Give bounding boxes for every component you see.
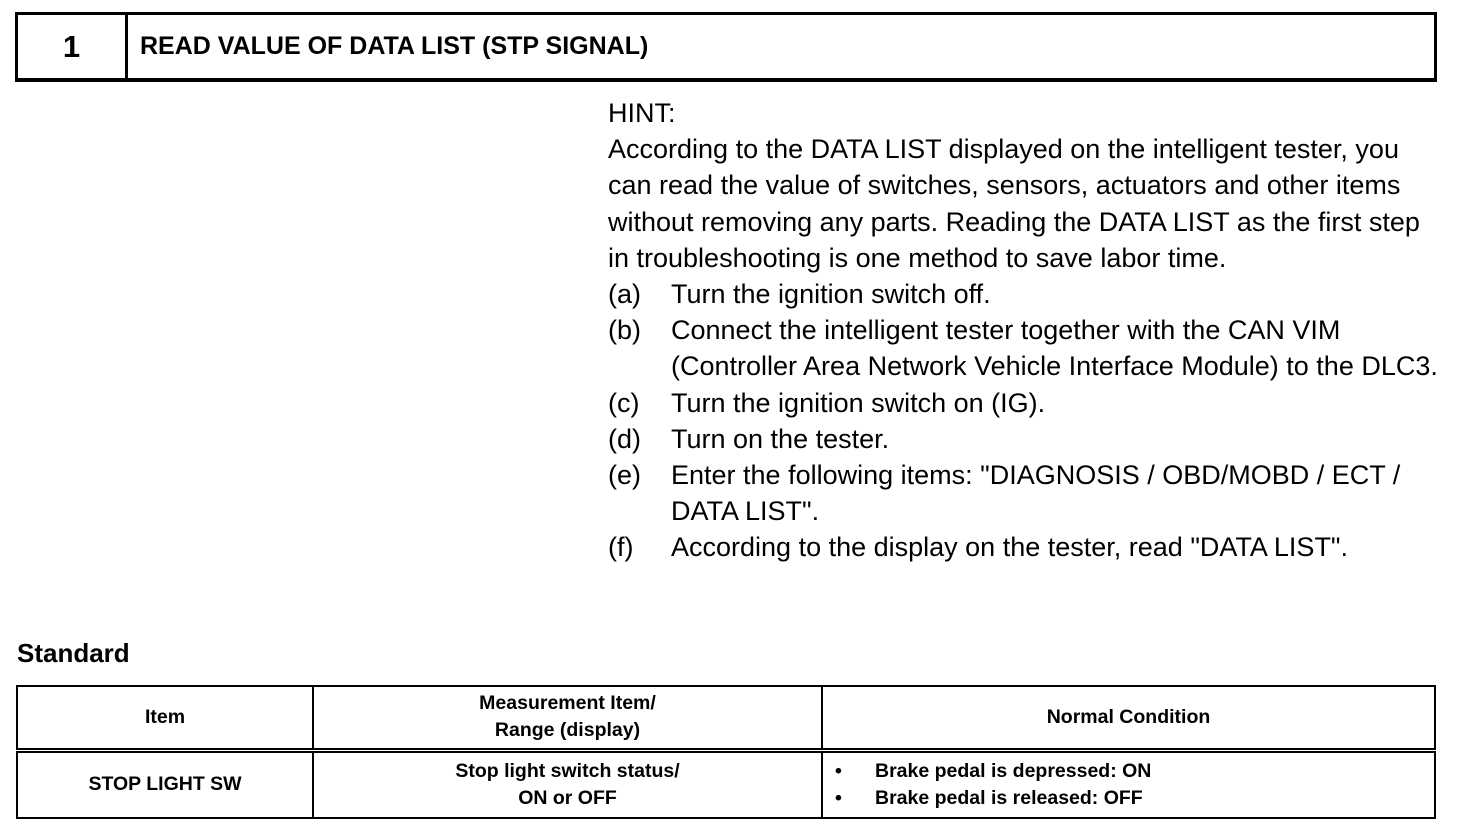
hint-heading: HINT: bbox=[608, 98, 676, 128]
cell-item: STOP LIGHT SW bbox=[17, 750, 313, 818]
bullet-icon: • bbox=[835, 759, 842, 782]
header-item: Item bbox=[17, 686, 313, 750]
table-header-row bbox=[17, 686, 1435, 750]
header-measurement-line2: Range (display) bbox=[494, 719, 641, 742]
header-condition: Normal Condition bbox=[822, 686, 1435, 750]
cell-condition bbox=[822, 750, 1435, 818]
cell-measurement-line2: ON or OFF bbox=[518, 786, 617, 809]
hint-block bbox=[608, 95, 1448, 566]
condition-item bbox=[835, 758, 1434, 785]
step-text: According to the display on the tester, read "DATA LIST". bbox=[671, 532, 1349, 563]
header-measurement-line1: Measurement Item/ bbox=[479, 692, 656, 715]
step-label: (b) bbox=[608, 315, 641, 346]
step-title: READ VALUE OF DATA LIST (STP SIGNAL) bbox=[140, 32, 649, 60]
step-text: Turn the ignition switch off. bbox=[671, 279, 991, 310]
procedure-step bbox=[608, 421, 1448, 457]
step-label: (e) bbox=[608, 460, 641, 491]
condition-item bbox=[835, 785, 1434, 812]
step-header bbox=[15, 12, 1437, 82]
cell-measurement-line1: Stop light switch status/ bbox=[455, 759, 680, 782]
procedure-step bbox=[608, 385, 1448, 421]
step-text: Connect the intelligent tester together with the CAN VIM (Controller Area Network Vehicle Interface Module) to the DLC3. bbox=[671, 315, 1438, 382]
procedure-step bbox=[608, 276, 1448, 312]
procedure-steps bbox=[608, 276, 1448, 566]
step-label: (f) bbox=[608, 532, 634, 563]
hint-paragraph: According to the DATA LIST displayed on the intelligent tester, you can read the value of switches, sensors, actuators and other items without removing any parts. Reading the DATA LIST as the first step in troubleshooting is one method to save labor time. bbox=[608, 134, 1420, 273]
step-text: Turn the ignition switch on (IG). bbox=[671, 387, 1046, 418]
step-label: (c) bbox=[608, 387, 640, 418]
bullet-icon: • bbox=[835, 786, 842, 809]
header-measurement bbox=[313, 686, 822, 750]
procedure-step bbox=[608, 457, 1448, 529]
step-label: (a) bbox=[608, 279, 641, 310]
cell-measurement bbox=[313, 750, 822, 818]
step-label: (d) bbox=[608, 423, 641, 454]
condition-text: Brake pedal is released: OFF bbox=[875, 786, 1143, 809]
step-text: Enter the following items: "DIAGNOSIS / OBD/MOBD / ECT / DATA LIST". bbox=[671, 460, 1401, 527]
condition-text: Brake pedal is depressed: ON bbox=[875, 759, 1152, 782]
standard-heading: Standard bbox=[17, 638, 130, 668]
step-text: Turn on the tester. bbox=[671, 423, 890, 454]
procedure-step bbox=[608, 529, 1448, 565]
standard-table bbox=[16, 685, 1436, 819]
step-number: 1 bbox=[18, 15, 128, 78]
table-row bbox=[17, 750, 1435, 818]
procedure-step bbox=[608, 312, 1448, 384]
